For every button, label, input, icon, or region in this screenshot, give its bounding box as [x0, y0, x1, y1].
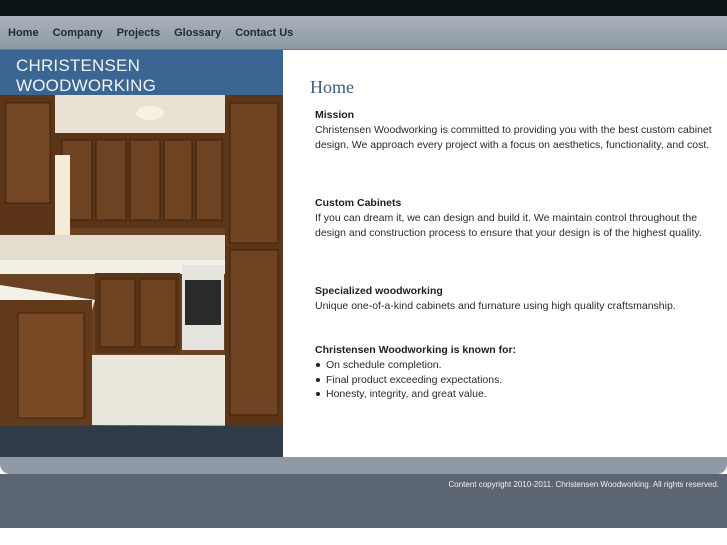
custom-cabinets-section — [315, 196, 715, 240]
list-item: Final product exceeding expectations. — [315, 373, 715, 388]
site-title[interactable]: CHRISTENSEN WOODWORKING — [16, 56, 157, 95]
main-content — [283, 50, 727, 457]
page-title: Home — [310, 77, 354, 97]
mission-section — [315, 108, 715, 152]
footer — [0, 474, 727, 528]
custom-cabinets-text: If you can dream it, we can design and build it. We maintain control throughout the design and construction process to ensure that your design is of the highest quality. — [315, 211, 702, 239]
nav-contact-us[interactable]: Contact Us — [235, 26, 294, 39]
brand-bar — [0, 50, 283, 95]
nav-glossary[interactable]: Glossary — [174, 26, 222, 39]
copyright-text: Content copyright 2010-2011. Christensen Woodworking. All rights reserved. — [448, 480, 719, 489]
top-bar — [0, 0, 727, 16]
specialized-section — [315, 284, 715, 314]
mission-heading: Mission — [315, 109, 355, 121]
known-for-heading: Christensen Woodworking is known for: — [315, 344, 517, 356]
list-item: Honesty, integrity, and great value. — [315, 387, 715, 402]
nav-projects[interactable]: Projects — [116, 26, 161, 39]
known-for-list — [315, 358, 715, 402]
custom-cabinets-heading: Custom Cabinets — [315, 197, 402, 209]
left-column — [0, 50, 283, 457]
specialized-text: Unique one-of-a-kind cabinets and furnature using high quality craftsmanship. — [315, 299, 676, 312]
list-item: On schedule completion. — [315, 358, 715, 373]
known-for-section — [315, 343, 715, 402]
nav-home[interactable]: Home — [8, 26, 39, 39]
page-bottom — [0, 528, 727, 545]
main-nav — [0, 16, 727, 50]
specialized-heading: Specialized woodworking — [315, 285, 443, 297]
mission-text: Christensen Woodworking is committed to providing you with the best custom cabinet design. We approach every project with a focus on aesthetics, functionality, and cost. — [315, 123, 712, 151]
nav-company[interactable]: Company — [52, 26, 103, 39]
kitchen-cabinets-photo — [0, 95, 283, 426]
